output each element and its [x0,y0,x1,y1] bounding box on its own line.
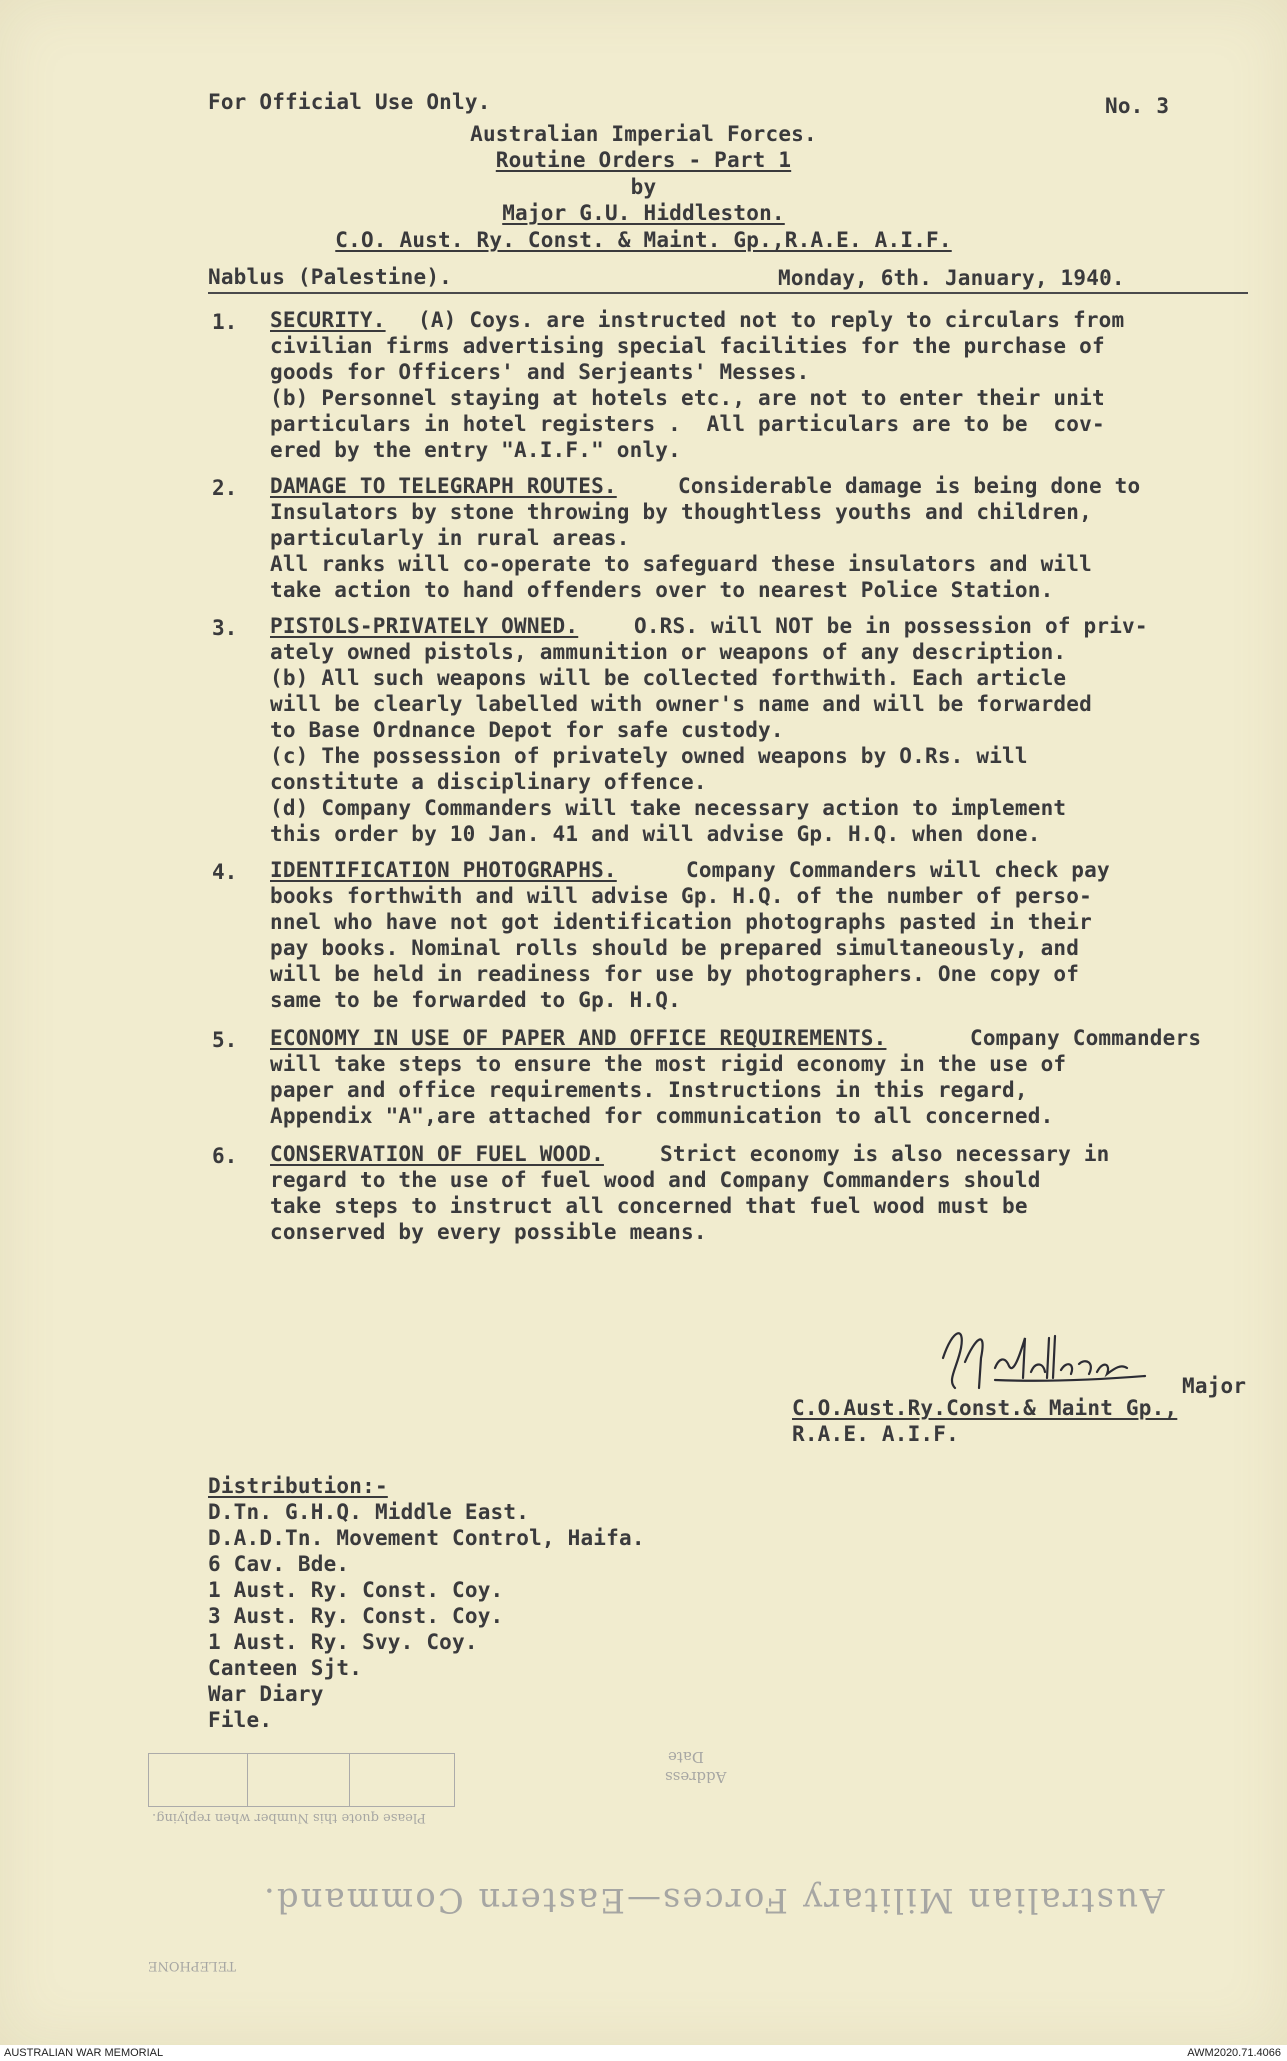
distribution-item-3: 6 Cav. Bde. [208,1552,350,1576]
footer-accession-number: AWM2020.71.4066 [1187,2047,1281,2059]
handwritten-signature [935,1318,1165,1398]
order-1-line-5: particulars in hotel registers . All particulars are to be cov- [270,412,1105,436]
order-4-line-4: pay books. Nominal rolls should be prepared simultaneously, and [270,936,1080,960]
official-use-label: For Official Use Only. [208,90,491,114]
order-3-line-6: (c) The possession of privately owned weapons by O.Rs. will [270,744,1028,768]
title-line-3: by [630,175,657,199]
order-4-heading: IDENTIFICATION PHOTOGRAPHS. [270,858,617,882]
title-line-2: Routine Orders - Part 1 [495,148,792,172]
showthrough-date: Date [668,1748,704,1766]
distribution-item-1: D.Tn. G.H.Q. Middle East. [208,1500,530,1524]
order-3-line-8: (d) Company Commanders will take necessary action to implement [270,796,1067,820]
distribution-item-5: 3 Aust. Ry. Const. Coy. [208,1604,504,1628]
order-6-number: 6. [212,1144,238,1168]
order-4-number: 4. [212,860,238,884]
title-line-4: Major G.U. Hiddleston. [502,201,785,225]
order-6-line-1: Strict economy is also necessary in [660,1142,1110,1166]
distribution-item-9: File. [208,1708,273,1732]
order-4-line-5: will be held in readiness for use by photographers. One copy of [270,962,1080,986]
order-1-line-6: ered by the entry "A.I.F." only. [270,438,681,462]
order-2-heading: DAMAGE TO TELEGRAPH ROUTES. [270,474,617,498]
order-3-number: 3. [212,616,238,640]
order-2-line-3: particularly in rural areas. [270,526,630,550]
showthrough-command: Australian Military Forces—Eastern Command. [262,1880,1165,1920]
distribution-title: Distribution:- [208,1474,388,1498]
order-1-number: 1. [212,310,238,334]
place-label: Nablus (Palestine). [208,265,453,289]
signatory-unit-line-2: R.A.E. A.I.F. [792,1422,959,1446]
title-line-1: Australian Imperial Forces. [470,122,817,146]
order-5-line-3: paper and office requirements. Instructions in this regard, [270,1078,1028,1102]
footer-institution: AUSTRALIAN WAR MEMORIAL [4,2047,164,2059]
showthrough-quote-note: Please quote this Number when replying. [152,1810,426,1825]
order-5-line-2: will take steps to ensure the most rigid economy in the use of [270,1052,1067,1076]
order-5-number: 5. [212,1028,238,1052]
distribution-item-6: 1 Aust. Ry. Svy. Coy. [208,1630,478,1654]
showthrough-address: Address [665,1768,727,1786]
distribution-item-7: Canteen Sjt. [208,1656,363,1680]
order-6-line-3: take steps to instruct all concerned that fuel wood must be [270,1194,1028,1218]
order-1-line-3: goods for Officers' and Serjeants' Messes. [270,360,810,384]
order-2-number: 2. [212,476,238,500]
date-label: Monday, 6th. January, 1940. [778,266,1125,290]
signatory-unit-line-1: C.O.Aust.Ry.Const.& Maint Gp., [792,1396,1178,1420]
signatory-rank: Major [1182,1374,1247,1398]
order-3-line-1: O.RS. will NOT be in possession of priv- [634,614,1148,638]
order-1-heading: SECURITY. [270,308,386,332]
order-2-line-5: take action to hand offenders over to nearest Police Station. [270,578,1054,602]
reference-number-boxes [148,1753,455,1807]
distribution-item-8: War Diary [208,1682,324,1706]
order-3-line-9: this order by 10 Jan. 41 and will advise Gp. H.Q. when done. [270,822,1041,846]
header-rule [208,292,1248,294]
order-1-line-2: civilian firms advertising special facilities for the purchase of [270,334,1105,358]
order-2-line-2: Insulators by stone throwing by thoughtless youths and children, [270,500,1092,524]
order-3-line-4: will be clearly labelled with owner's name and will be forwarded [270,692,1092,716]
order-6-line-4: conserved by every possible means. [270,1220,707,1244]
order-3-line-7: constitute a disciplinary offence. [270,770,707,794]
distribution-item-4: 1 Aust. Ry. Const. Coy. [208,1578,504,1602]
showthrough-telephone: TELEPHONE [148,1958,236,1973]
order-6-heading: CONSERVATION OF FUEL WOOD. [270,1142,604,1166]
order-number: No. 3 [1105,94,1170,118]
order-4-line-1: Company Commanders will check pay [686,858,1110,882]
order-3-heading: PISTOLS-PRIVATELY OWNED. [270,614,579,638]
order-5-line-1: Company Commanders [970,1026,1202,1050]
title-line-5: C.O. Aust. Ry. Const. & Maint. Gp.,R.A.E. A.I.F. [335,228,952,252]
order-1-line-1: (A) Coys. are instructed not to reply to circulars from [418,308,1125,332]
distribution-item-2: D.A.D.Tn. Movement Control, Haifa. [208,1526,645,1550]
order-5-line-4: Appendix "A",are attached for communication to all concerned. [270,1104,1054,1128]
order-3-line-2: ately owned pistols, ammunition or weapons of any description. [270,640,1067,664]
archive-footer [0,2045,1287,2061]
order-4-line-3: nnel who have not got identification photographs pasted in their [270,910,1092,934]
order-4-line-6: same to be forwarded to Gp. H.Q. [270,988,681,1012]
order-1-line-4: (b) Personnel staying at hotels etc., are not to enter their unit [270,386,1105,410]
order-5-heading: ECONOMY IN USE OF PAPER AND OFFICE REQUIREMENTS. [270,1026,887,1050]
order-3-line-5: to Base Ordnance Depot for safe custody. [270,718,784,742]
order-2-line-1: Considerable damage is being done to [678,474,1141,498]
order-3-line-3: (b) All such weapons will be collected forthwith. Each article [270,666,1067,690]
order-4-line-2: books forthwith and will advise Gp. H.Q. of the number of perso- [270,884,1092,908]
order-6-line-2: regard to the use of fuel wood and Company Commanders should [270,1168,1041,1192]
order-2-line-4: All ranks will co-operate to safeguard these insulators and will [270,552,1092,576]
